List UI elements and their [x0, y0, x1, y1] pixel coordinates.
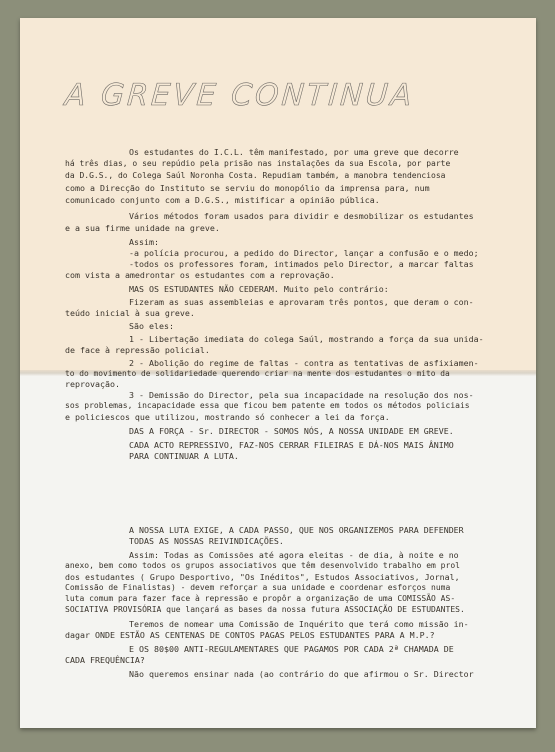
- body-line: PARA CONTINUAR A LUTA.: [129, 451, 239, 461]
- document-title: A GREVE CONTINUA: [63, 78, 416, 113]
- body-line: e policiescos que utilizou, mostrando só conhecer a lei da força.: [65, 412, 390, 422]
- body-line: teúdo inicial à sua greve.: [65, 308, 195, 318]
- body-line: Fizeram as suas assembleias e aprovaram três pontos, que deram o con-: [129, 297, 474, 307]
- body-line: -todos os professores foram, intimados pelo Director, a marcar faltas: [129, 259, 474, 269]
- body-line: 3 - Demissão do Director, pela sua incapacidade na resolução dos nos-: [129, 390, 474, 400]
- body-line: reprovação.: [65, 379, 120, 389]
- body-line: da D.G.S., do Colega Saúl Noronha Costa. Repudiam também, a manobra tendenciosa: [65, 171, 446, 180]
- body-line: SOCIATIVA PROVISÓRIA que lançará as bases da nossa futura ASSOCIAÇÃO DE ESTUDANTES.: [65, 605, 465, 614]
- body-line: Assim: Todas as Comissões até agora eleitas - de dia, à noite e no: [129, 550, 459, 560]
- body-line: Teremos de nomear uma Comissão de Inquérito que terá como missão in-: [129, 619, 469, 629]
- body-line: comunicado conjunto com a D.G.S., mistificar a opinião pública.: [65, 195, 380, 205]
- paper-sheet: [20, 18, 536, 728]
- body-line: CADA ACTO REPRESSIVO, FAZ-NOS CERRAR FILEIRAS E DÁ-NOS MAIS ÂNIMO: [129, 440, 454, 450]
- body-line: Os estudantes do I.C.L. têm manifestado, por uma greve que decorre: [129, 147, 459, 157]
- body-line: 1 - Libertação imediata do colega Saúl, mostrando a força da sua unida-: [129, 334, 484, 344]
- body-line: com vista a amedrontar os estudantes com a reprovação.: [65, 270, 335, 280]
- body-line: DAS A FORÇA - Sr. DIRECTOR - SOMOS NÓS, A NOSSA UNIDADE EM GREVE.: [129, 426, 454, 436]
- body-line: de face à repressão policial.: [65, 345, 210, 355]
- body-line: e a sua firme unidade na greve.: [65, 223, 220, 233]
- body-line: 2 - Abolição do regime de faltas - contra as tentativas de asfixiamen-: [129, 358, 479, 368]
- body-line: dagar ONDE ESTÃO AS CENTENAS DE CONTOS PAGAS PELOS ESTUDANTES PARA A M.P.?: [65, 630, 435, 640]
- body-line: -a polícia procurou, a pedido do Director, lançar a confusão e o medo;: [129, 248, 479, 258]
- body-line: MAS OS ESTUDANTES NÃO CEDERAM. Muito pelo contrário:: [129, 284, 389, 294]
- body-line: to do movimento de solidariedade querendo criar na mente dos estudantes o mito da: [65, 369, 450, 378]
- body-line: Assim:: [129, 237, 159, 247]
- body-line: TODAS AS NOSSAS REIVINDICAÇÕES.: [129, 536, 284, 546]
- body-line: sos problemas, incapacidade essa que ficou bem patente em todos os métodos policiais: [65, 401, 470, 410]
- body-line: como a Direcção do Instituto se serviu do monopólio da imprensa para, num: [65, 183, 430, 193]
- body-line: há três dias, o seu repúdio pela prisão nas instalações da sua Escola, por parte: [65, 159, 451, 168]
- body-line: anexo, bem como todos os grupos associativos que têm desenvolvido trabalho em prol: [65, 561, 460, 570]
- body-line: A NOSSA LUTA EXIGE, A CADA PASSO, QUE NOS ORGANIZEMOS PARA DEFENDER: [129, 525, 464, 535]
- body-line: E OS 80$00 ANTI-REGULAMENTARES QUE PAGAMOS POR CADA 2ª CHAMADA DE: [129, 644, 454, 654]
- body-line: Não queremos ensinar nada (ao contrário do que afirmou o Sr. Director: [129, 669, 474, 679]
- body-line: luta comum para fazer face à repressão e propôr a organização de uma COMISSÃO AS-: [65, 594, 456, 603]
- body-line: São eles:: [129, 321, 174, 331]
- body-line: Comissão de Finalistas) - devem reforçar a sua unidade e coordenar esforços numa: [65, 583, 451, 592]
- body-line: Vários métodos foram usados para dividir e desmobilizar os estudantes: [129, 211, 474, 221]
- body-line: dos estudantes ( Grupo Desportivo, "Os Inéditos", Estudos Associativos, Jornal,: [65, 572, 460, 582]
- body-line: CADA FREQUÊNCIA?: [65, 655, 145, 665]
